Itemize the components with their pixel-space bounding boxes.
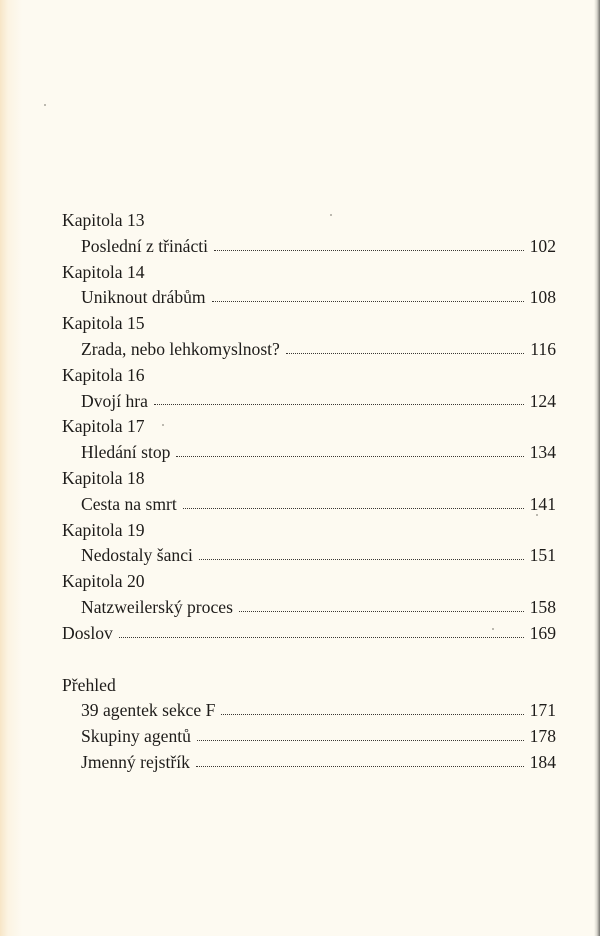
toc-entry-title: Cesta na smrt (81, 493, 177, 514)
toc-entry (62, 389, 556, 415)
dot-leader (196, 766, 524, 767)
toc-entry-title: 39 agentek sekce F (81, 700, 216, 721)
paper-speck (44, 104, 46, 106)
dot-leader (239, 611, 524, 612)
toc-entry (62, 750, 556, 776)
toc-entry (62, 440, 556, 466)
dot-leader (119, 637, 524, 638)
dot-leader (214, 250, 524, 251)
toc-entry (62, 337, 556, 363)
chapter-label (62, 518, 556, 544)
appendix-heading-text: Přehled (62, 674, 116, 695)
toc-entry-title: Poslední z třinácti (81, 235, 209, 256)
chapter-label-text: Kapitola 18 (62, 467, 145, 488)
chapter-label-text: Kapitola 14 (62, 261, 145, 282)
toc-entry-page: 158 (529, 596, 556, 617)
chapter-label-text: Kapitola 17 (62, 416, 145, 437)
toc-entry-page: 134 (529, 442, 556, 463)
toc-entry (62, 621, 556, 647)
toc-entry-title: Zrada, nebo lehkomyslnost? (81, 338, 280, 359)
dot-leader (212, 301, 524, 302)
toc-entry-page: 171 (529, 700, 556, 721)
toc-entry (62, 595, 556, 621)
toc-entry-page: 169 (529, 622, 556, 643)
dot-leader (221, 714, 523, 715)
dot-leader (176, 456, 523, 457)
toc-entry (62, 543, 556, 569)
chapter-label (62, 569, 556, 595)
chapter-label-text: Kapitola 15 (62, 313, 145, 334)
toc-entry (62, 724, 556, 750)
chapter-label (62, 414, 556, 440)
toc-entry (62, 492, 556, 518)
dot-leader (154, 404, 524, 405)
toc-entry-title: Doslov (62, 622, 113, 643)
toc-entry-page: 178 (529, 726, 556, 747)
chapter-label-text: Kapitola 20 (62, 571, 145, 592)
toc-entry (62, 234, 556, 260)
chapter-label (62, 208, 556, 234)
chapter-label-text: Kapitola 13 (62, 210, 145, 230)
toc-entry-page: 116 (530, 338, 556, 359)
toc-entry-title: Dvojí hra (81, 390, 148, 411)
chapter-label (62, 363, 556, 389)
toc-entry-title: Jmenný rejstřík (81, 751, 190, 772)
toc-entry (62, 698, 556, 724)
appendix-heading (62, 673, 556, 699)
toc-entry-page: 141 (529, 493, 556, 514)
section-spacer (62, 647, 556, 673)
toc-entry-page: 108 (529, 287, 556, 308)
dot-leader (197, 740, 524, 741)
dot-leader (199, 559, 524, 560)
chapter-label-text: Kapitola 16 (62, 364, 145, 385)
toc-entry (62, 285, 556, 311)
table-of-contents (62, 208, 556, 776)
toc-entry-page: 184 (529, 751, 556, 772)
toc-entry-title: Natzweilerský proces (81, 596, 233, 617)
chapter-label (62, 466, 556, 492)
chapter-label (62, 260, 556, 286)
toc-entry-page: 102 (529, 235, 556, 256)
dot-leader (286, 353, 524, 354)
dot-leader (183, 508, 524, 509)
chapter-label-text: Kapitola 19 (62, 519, 145, 540)
toc-entry-title: Hledání stop (81, 442, 171, 463)
toc-entry-title: Nedostaly šanci (81, 545, 193, 566)
toc-entry-page: 124 (529, 390, 556, 411)
chapter-label (62, 311, 556, 337)
toc-entry-page: 151 (529, 545, 556, 566)
toc-entry-title: Uniknout drábům (81, 287, 206, 308)
toc-entry-title: Skupiny agentů (81, 726, 191, 747)
